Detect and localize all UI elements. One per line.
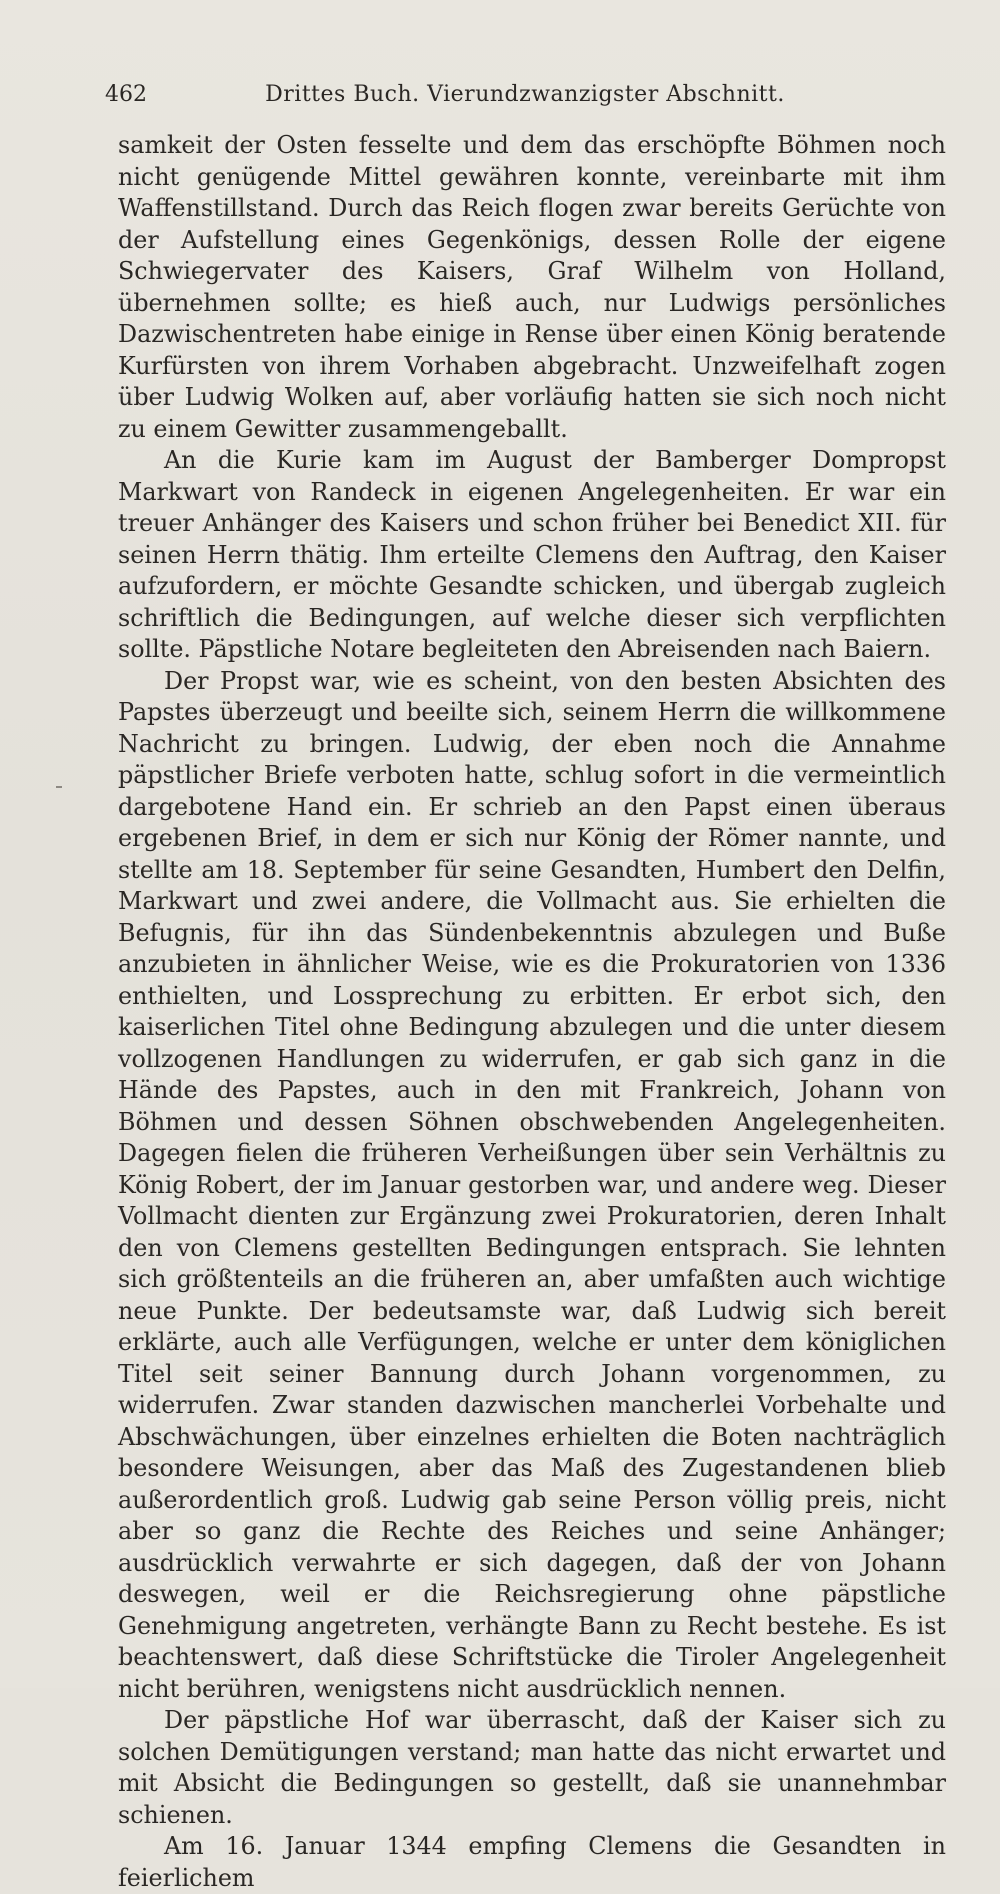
paragraph-1: samkeit der Osten fesselte und dem das erschöpfte Böhmen noch nicht genügende Mittel gewähren konnte, vereinbarte mit ihm Waffenstillstand. Durch das Reich flogen zwar bereits Gerüchte von der Aufstellung eines Gegenkönigs, dessen Rolle der eigene Schwiegervater des Kaisers, Graf Wilhelm von Holland, übernehmen sollte; es hieß auch, nur Ludwigs persönliches Dazwischentreten habe einige in Rense über einen König beratende Kurfürsten von ihrem Vorhaben abgebracht. Unzweifelhaft zogen über Ludwig Wolken auf, aber vorläufig hatten sie sich noch nicht zu einem Gewitter zusammengeballt. [118,131,946,443]
paragraph-5: Am 16. Januar 1344 empfing Clemens die Gesandten in feierlichem [118,1832,946,1892]
page-number: 462 [105,82,147,107]
margin-mark [56,786,62,788]
running-head: Drittes Buch. Vierundzwanzigster Abschnitt. [265,82,785,107]
page-header [105,82,945,116]
body-text [118,130,946,1894]
paragraph-4: Der päpstliche Hof war überrascht, daß der Kaiser sich zu solchen Demütigungen verstand; man hatte das nicht erwartet und mit Absicht die Bedingungen so gestellt, daß sie unannehmbar schienen. [118,1706,946,1829]
paragraph-2: An die Kurie kam im August der Bamberger Dompropst Markwart von Randeck in eigenen Angelegenheiten. Er war ein treuer Anhänger des Kaisers und schon früher bei Benedict XII. für seinen Herrn thätig. Ihm erteilte Clemens den Auftrag, den Kaiser aufzufordern, er möchte Gesandte schicken, und übergab zugleich schriftlich die Bedingungen, auf welche dieser sich verpflichten sollte. Päpstliche Notare begleiteten den Abreisenden nach Baiern. [118,446,946,663]
paragraph-3: Der Propst war, wie es scheint, von den besten Absichten des Papstes überzeugt und beeilte sich, seinem Herrn die willkommene Nachricht zu bringen. Ludwig, der eben noch die Annahme päpstlicher Briefe verboten hatte, schlug sofort in die vermeintlich dargebotene Hand ein. Er schrieb an den Papst einen überaus ergebenen Brief, in dem er sich nur König der Römer nannte, und stellte am 18. September für seine Gesandten, Humbert den Delfin, Markwart und zwei andere, die Vollmacht aus. Sie erhielten die Befugnis, für ihn das Sündenbekenntnis abzulegen und Buße anzubieten in ähnlicher Weise, wie es die Prokuratorien von 1336 enthielten, und Lossprechung zu erbitten. Er erbot sich, den kaiserlichen Titel ohne Bedingung abzulegen und die unter diesem vollzogenen Handlungen zu widerrufen, er gab sich ganz in die Hände des Papstes, auch in den mit Frankreich, Johann von Böhmen und dessen Söhnen obschwebenden Angelegenheiten. Dagegen fielen die früheren Verheißungen über sein Verhältnis zu König Robert, der im Januar gestorben war, und andere weg. Dieser Vollmacht dienten zur Ergänzung zwei Prokuratorien, deren Inhalt den von Clemens gestellten Bedingungen entsprach. Sie lehnten sich größtenteils an die früheren an, aber umfaßten auch wichtige neue Punkte. Der bedeutsamste war, daß Ludwig sich bereit erklärte, auch alle Verfügungen, welche er unter dem königlichen Titel seit seiner Bannung durch Johann vorgenommen, zu widerrufen. Zwar standen dazwischen mancherlei Vorbehalte und Abschwächungen, über einzelnes erhielten die Boten nachträglich besondere Weisungen, aber das Maß des Zugestandenen blieb außerordentlich groß. Ludwig gab seine Person völlig preis, nicht aber so ganz die Rechte des Reiches und seine Anhänger; ausdrücklich verwahrte er sich dagegen, daß der von Johann deswegen, weil er die Reichsregierung ohne päpstliche Genehmigung angetreten, verhängte Bann zu Recht bestehe. Es ist beachtenswert, daß diese Schriftstücke die Tiroler Angelegenheit nicht berühren, wenigstens nicht ausdrücklich nennen. [118,666,946,1703]
